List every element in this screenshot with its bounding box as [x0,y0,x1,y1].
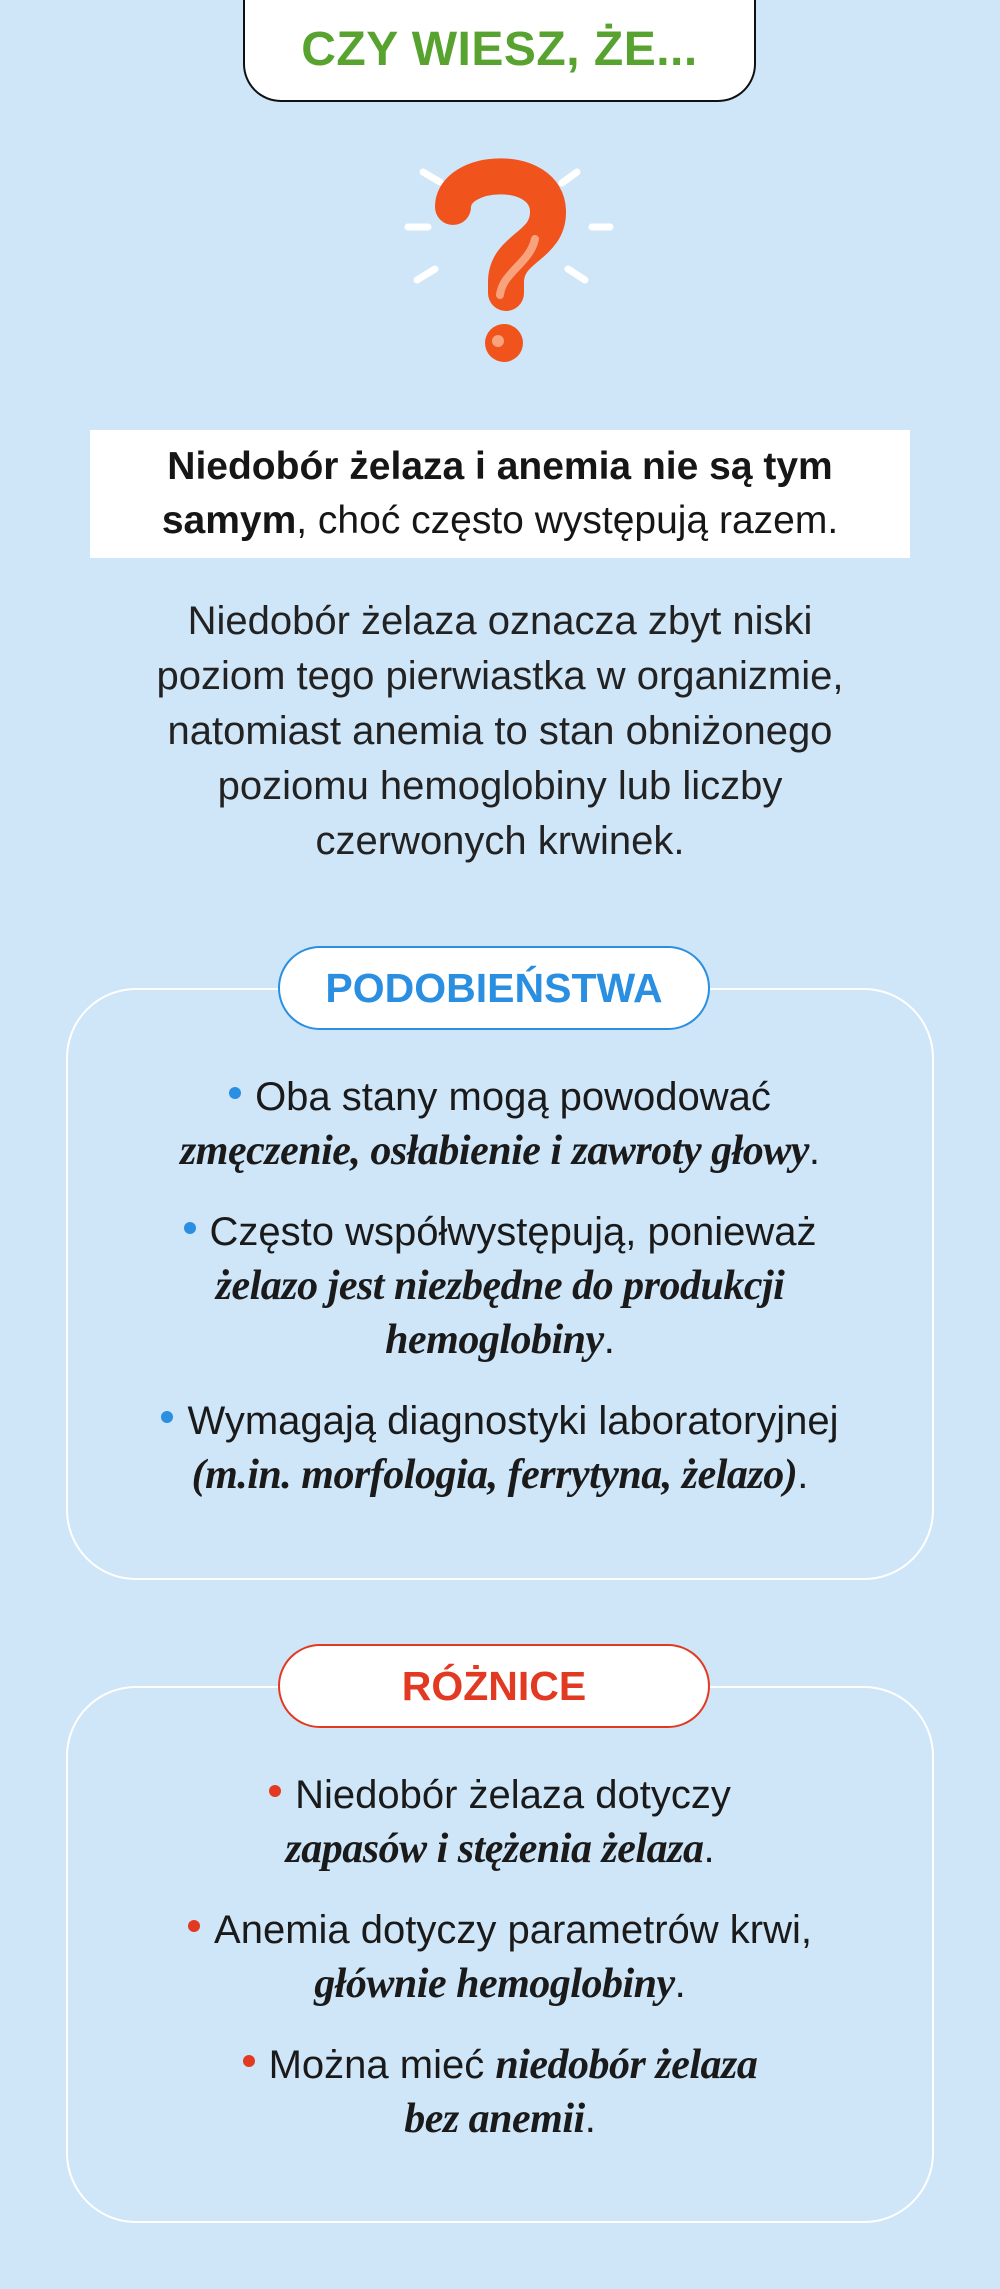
intro-line: czerwonych krwinek. [315,819,685,863]
list-item [90,1070,910,1178]
intro-line: natomiast anemia to stan obniżonego [167,709,833,753]
intro-paragraph [90,594,910,869]
item-end: . [703,1827,715,1871]
item-end: . [584,2097,596,2141]
differences-list [90,1768,910,2173]
similarities-list [90,1070,910,1529]
bullet-icon [269,1785,281,1797]
item-emphasis: zmęczenie, osłabienie i zawroty głowy [179,1128,809,1174]
item-text: Można mieć [268,2043,485,2087]
list-item [90,1394,910,1502]
item-text: Wymagają diagnostyki laboratoryjnej [187,1399,839,1443]
item-emphasis: hemoglobiny [385,1317,604,1363]
item-text: Anemia dotyczy parametrów krwi, [214,1908,812,1952]
question-mark-icon [380,155,620,370]
intro-line: poziomu hemoglobiny lub liczby [217,764,783,808]
item-text: Oba stany mogą powodować [255,1075,771,1119]
bullet-icon [184,1222,196,1234]
similarities-label: PODOBIEŃSTWA [278,946,710,1030]
item-end: . [808,1129,821,1173]
item-emphasis: żelazo jest niezbędne do produkcji [215,1263,785,1309]
item-emphasis: bez anemii [404,2096,585,2142]
list-item [90,1768,910,1876]
differences-label: RÓŻNICE [278,1644,710,1728]
bullet-icon [243,2055,255,2067]
key-statement-bold: Niedobór żelaza i anemia nie są tym samym [161,445,833,542]
header-title: CZY WIESZ, ŻE... [301,22,698,76]
item-emphasis: (m.in. morfologia, ferrytyna, żelazo) [191,1452,798,1498]
bullet-icon [188,1920,200,1932]
item-emphasis: głównie hemoglobiny [314,1961,675,2007]
item-end: . [603,1318,615,1362]
list-item [90,1903,910,2011]
list-item [90,1205,910,1367]
bullet-icon [229,1087,241,1099]
item-text: Niedobór żelaza dotyczy [295,1773,731,1817]
item-end: . [797,1453,809,1497]
list-item [90,2038,910,2146]
intro-line: poziom tego pierwiastka w organizmie, [156,654,844,698]
item-emphasis: niedobór żelaza [495,2042,758,2088]
key-statement [90,430,910,558]
item-emphasis: zapasów i stężenia żelaza [285,1826,704,1872]
item-text: Często współwystępują, ponieważ [209,1210,817,1254]
intro-line: Niedobór żelaza oznacza zbyt niski [187,599,813,643]
item-end: . [674,1962,686,2006]
key-statement-rest: , choć często występują razem. [296,499,839,542]
header-tab [243,0,756,102]
bullet-icon [161,1411,173,1423]
